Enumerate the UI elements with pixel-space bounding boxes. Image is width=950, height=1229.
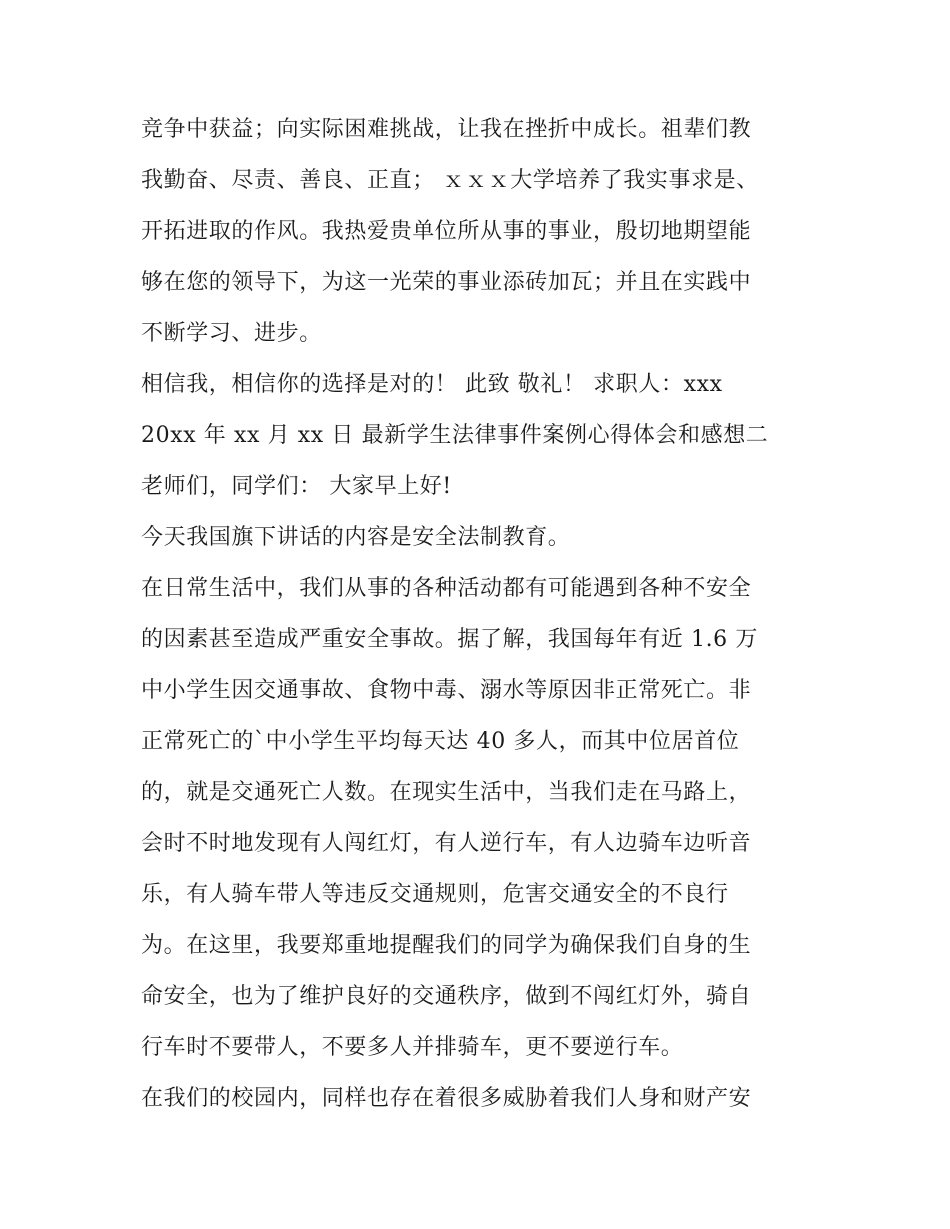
text-line: 的，就是交通死亡人数。在现实生活中，当我们走在马路上， [141, 780, 752, 805]
text-line: 今天我国旗下讲话的内容是安全法制教育。 [141, 525, 571, 550]
text-line: 20xx 年 xx 月 xx 日 最新学生法律事件案例心得体会和感想二 [141, 423, 769, 448]
text-line: 我勤奋、尽责、善良、正直； ｘｘｘ大学培养了我实事求是、 [141, 168, 759, 193]
text-line: 的因素甚至造成严重安全事故。据了解，我国每年有近 1.6 万 [141, 627, 758, 652]
body-text [141, 108, 821, 1128]
text-line: 在我们的校园内，同样也存在着很多威胁着我们人身和财产安 [141, 1086, 752, 1111]
text-line: 竞争中获益；向实际困难挑战，让我在挫折中成长。祖辈们教 [141, 117, 752, 142]
text-line: 为。在这里，我要郑重地提醒我们的同学为确保我们自身的生 [141, 933, 752, 958]
text-line: 正常死亡的`中小学生平均每天达 40 多人，而其中位居首位 [141, 729, 740, 754]
text-line: 会时不时地发现有人闯红灯，有人逆行车，有人边骑车边听音 [141, 831, 752, 856]
text-line: 命安全，也为了维护良好的交通秩序，做到不闯红灯外，骑自 [141, 984, 752, 1009]
text-line: 乐，有人骑车带人等违反交通规则，危害交通安全的不良行 [141, 882, 729, 907]
text-line: 相信我，相信你的选择是对的！ 此致 敬礼！ 求职人：xxx [141, 372, 723, 397]
text-line: 够在您的领导下，为这一光荣的事业添砖加瓦；并且在实践中 [141, 270, 752, 295]
text-line: 开拓进取的作风。我热爱贵单位所从事的事业，殷切地期望能 [141, 219, 752, 244]
text-line: 行车时不要带人，不要多人并排骑车，更不要逆行车。 [141, 1035, 684, 1060]
text-line: 在日常生活中，我们从事的各种活动都有可能遇到各种不安全 [141, 576, 752, 601]
text-line: 不断学习、进步。 [141, 321, 322, 346]
text-line: 中小学生因交通事故、食物中毒、溺水等原因非正常死亡。非 [141, 678, 752, 703]
text-line: 老师们，同学们： 大家早上好! [141, 474, 452, 499]
